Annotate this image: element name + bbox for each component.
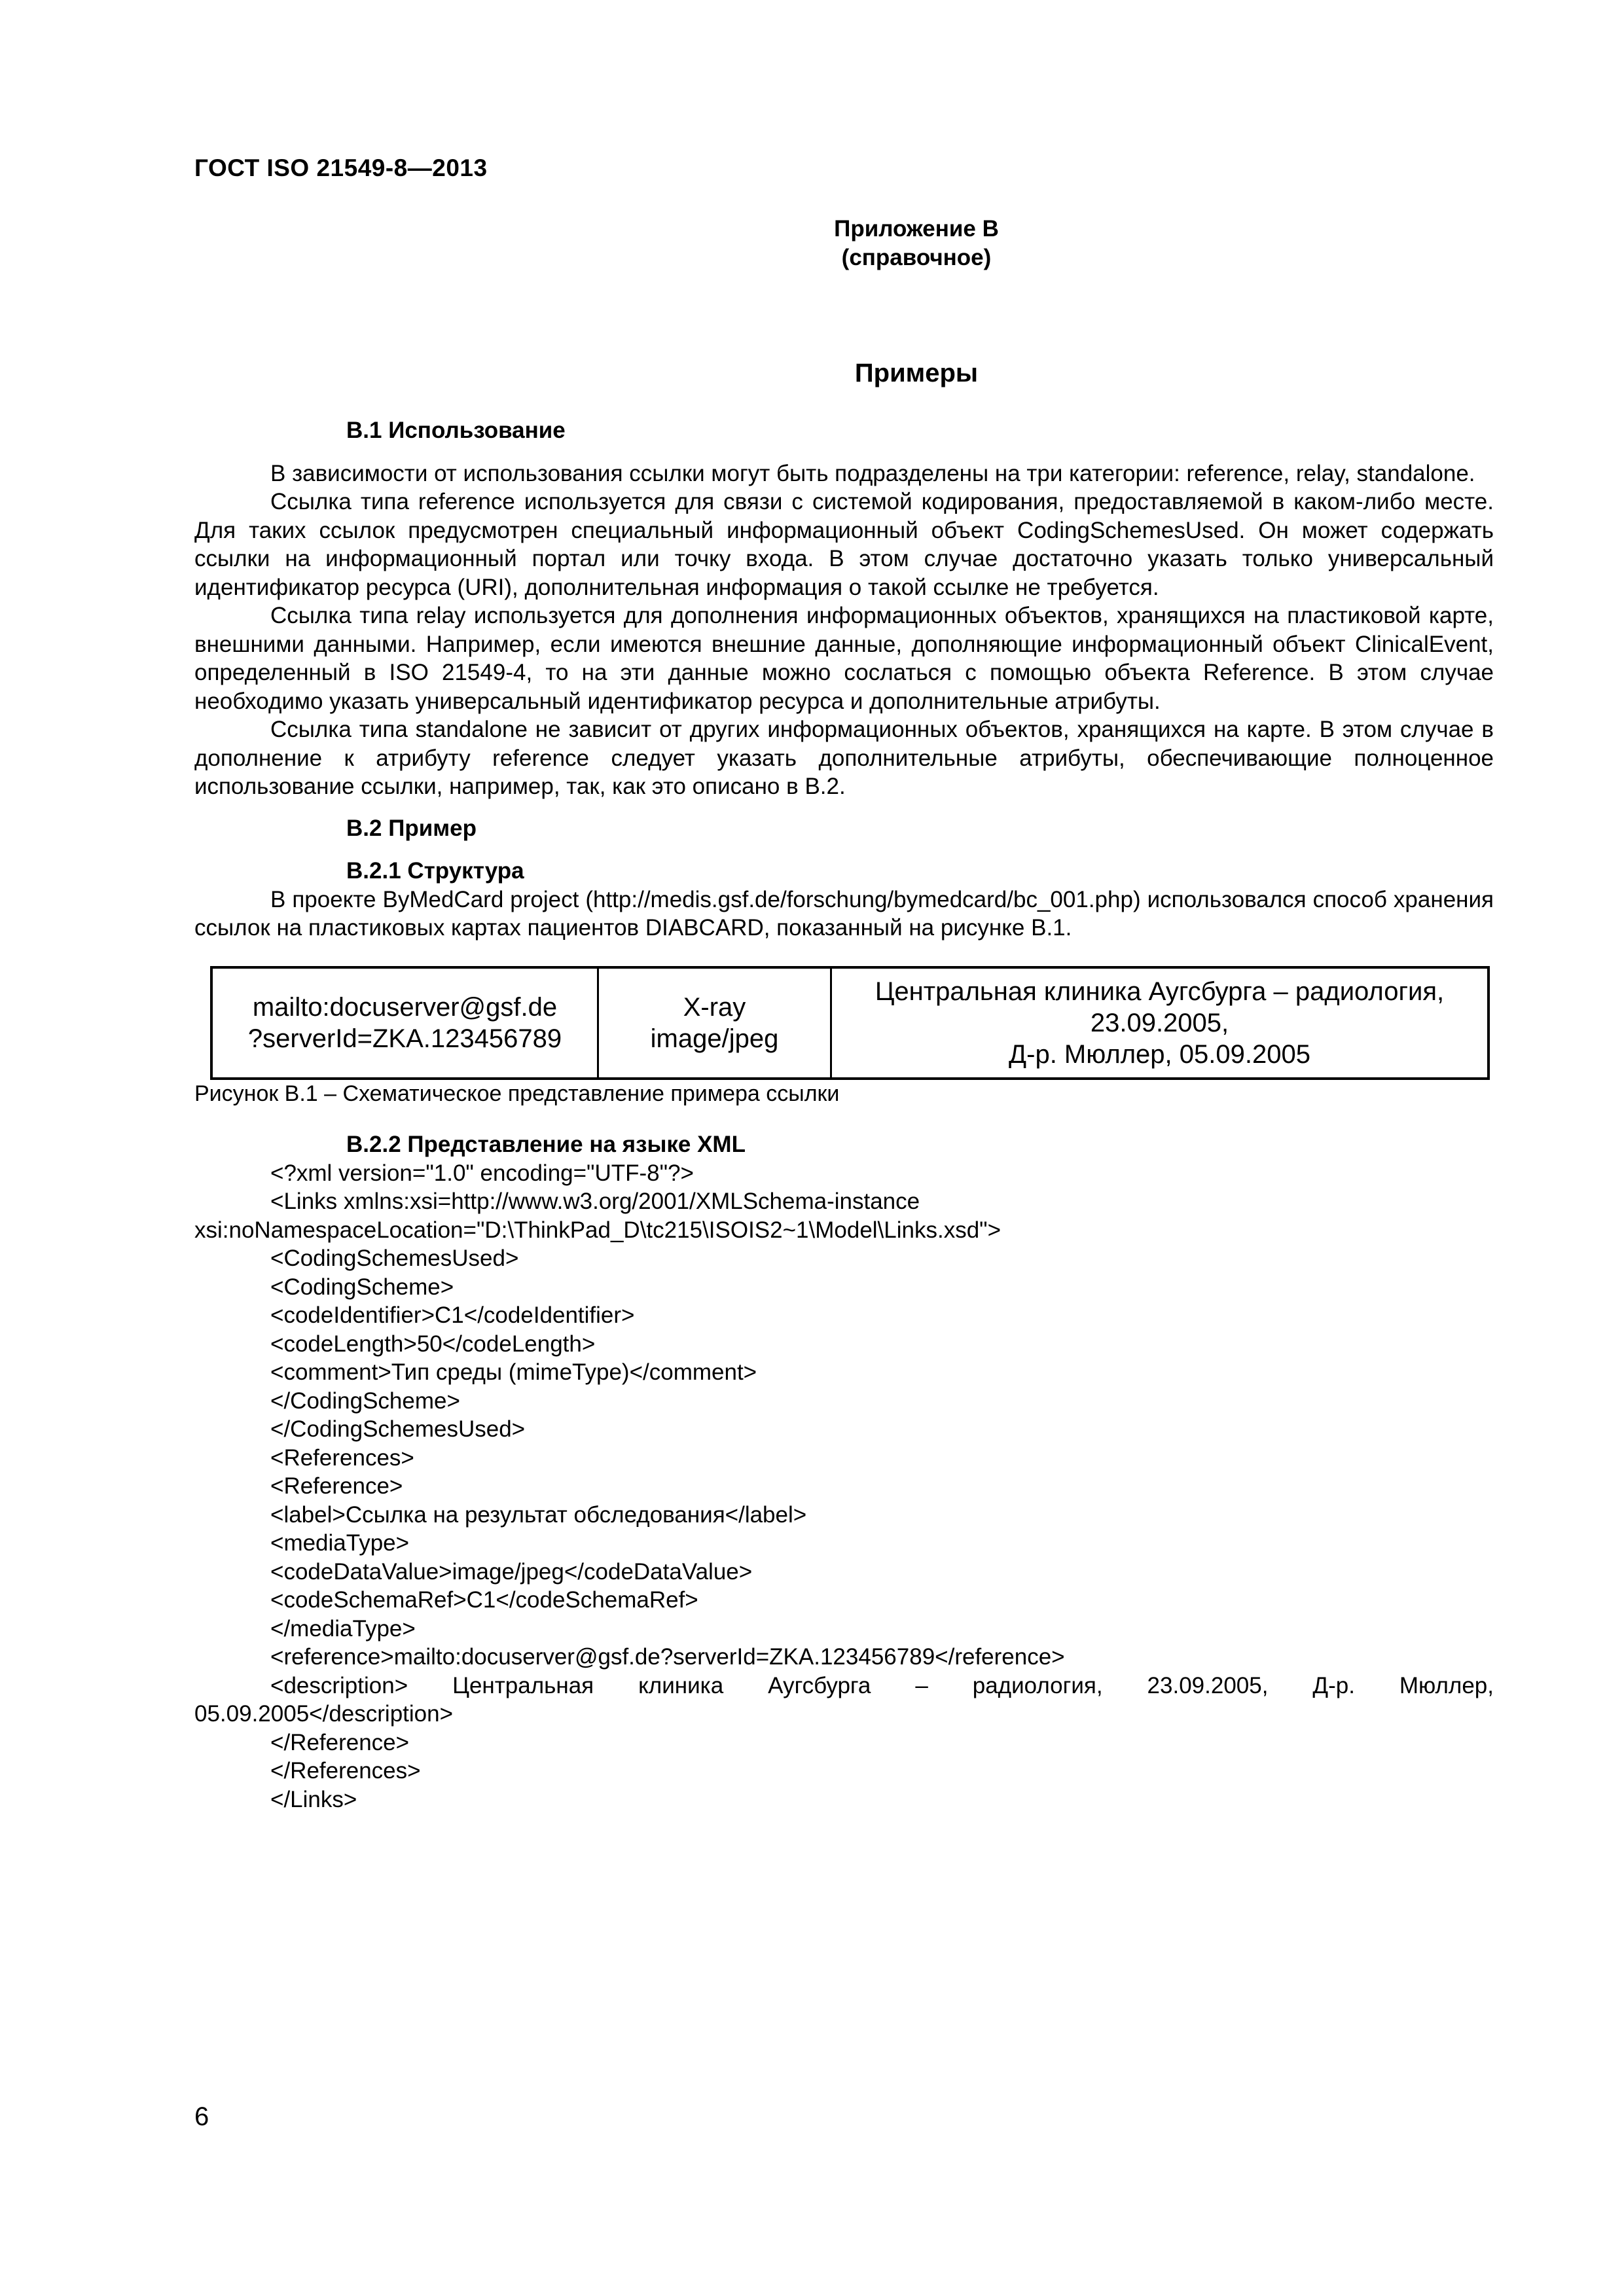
xml-line: xsi:noNamespaceLocation="D:\ThinkPad_D\tc215\ISOIS2~1\Model\Links.xsd">	[194, 1217, 1001, 1243]
xml-line: <codeLength>50</codeLength>	[270, 1331, 596, 1357]
xml-line: <reference>mailto:docuserver@gsf.de?serverId=ZKA.123456789</reference>	[270, 1644, 1065, 1670]
paragraph: Ссылка типа standalone не зависит от других информационных объектов, хранящихся на карте. В этом случае в дополнение к атрибуту reference следует указать дополнительные атрибуты, обеспечивающие полноценное использование ссылки, например, так, как это описано в В.2.	[194, 717, 1494, 799]
page-title: Примеры	[854, 359, 979, 387]
document-body	[194, 416, 1494, 1814]
xml-line: <References>	[270, 1444, 414, 1471]
figure-cell-description	[832, 969, 1487, 1077]
section-heading-b21: В.2.1 Структура	[346, 858, 524, 884]
xml-line: </CodingSchemesUsed>	[270, 1416, 526, 1442]
annex-title: Приложение В	[834, 216, 999, 242]
figure-cell-text: Центральная клиника Аугсбурга – радиология,	[875, 977, 1445, 1006]
xml-line: </Links>	[270, 1786, 357, 1812]
xml-line: <mediaType>	[270, 1530, 410, 1556]
paragraph: Ссылка типа reference используется для связи с системой кодирования, предоставляемой в каком-либо месте. Для таких ссылок предусмотрен специальный информационный объект CodingSchemesUsed. Он может содержать ссылки на информационный портал или точку входа. В этом случае достаточно указать только универсальный идентификатор ресурса (URI), дополнительная информация о такой ссылке не требуется.	[194, 489, 1494, 600]
xml-line: <comment>Тип среды (mimeType)</comment>	[270, 1359, 757, 1385]
figure-caption: Рисунок В.1 – Схематическое представление примера ссылки	[194, 1081, 840, 1106]
annex-label	[687, 215, 1146, 272]
xml-line: <CodingSchemesUsed>	[270, 1246, 519, 1271]
xml-line: <label>Ссылка на результат обследования</label>	[270, 1501, 807, 1528]
xml-line: </mediaType>	[270, 1615, 416, 1641]
xml-line: <Reference>	[270, 1473, 403, 1499]
xml-line: </CodingScheme>	[270, 1388, 460, 1414]
xml-line: <CodingScheme>	[270, 1274, 454, 1300]
figure-b1-diagram	[210, 966, 1490, 1080]
section-heading-b2: В.2 Пример	[346, 815, 477, 841]
figure-cell-text: Д-р. Мюллер, 05.09.2005	[1009, 1039, 1310, 1069]
xml-line: <description> Центральная клиника Аугсбурга – радиология, 23.09.2005, Д-р. Мюллер,	[270, 1672, 1494, 1698]
section-heading-b22: В.2.2 Представление на языке XML	[346, 1132, 746, 1157]
xml-line: <?xml version="1.0" encoding="UTF-8"?>	[270, 1160, 694, 1186]
section-heading-b1: В.1 Использование	[346, 418, 566, 443]
xml-line: 05.09.2005</description>	[194, 1701, 454, 1727]
paragraph: В зависимости от использования ссылки могут быть подразделены на три категории: reference, relay, standalone.	[270, 460, 1475, 486]
xml-line: <codeDataValue>image/jpeg</codeDataValue>	[270, 1558, 753, 1585]
figure-cell-text: ?serverId=ZKA.123456789	[247, 1024, 562, 1053]
paragraph: В проекте ByMedCard project (http://medis.gsf.de/forschung/bymedcard/bc_001.php) использовался способ хранения ссылок на пластиковых картах пациентов DIABCARD, показанный на рисунке В.1.	[194, 886, 1494, 941]
figure-cell-text: image/jpeg	[650, 1024, 779, 1053]
figure-cell-uri	[213, 969, 599, 1077]
xml-line: <codeIdentifier>C1</codeIdentifier>	[270, 1302, 635, 1328]
page-number: 6	[194, 2102, 209, 2131]
annex-type: (справочное)	[841, 245, 992, 270]
figure-cell-text: 23.09.2005,	[1090, 1008, 1229, 1037]
xml-line: </References>	[270, 1758, 421, 1784]
standard-id: ГОСТ ISO 21549-8—2013	[194, 154, 488, 181]
xml-line: <codeSchemaRef>C1</codeSchemaRef>	[270, 1587, 698, 1613]
xml-line: </Reference>	[270, 1729, 410, 1755]
xml-line: <Links xmlns:xsi=http://www.w3.org/2001/XMLSchema-instance	[270, 1189, 920, 1214]
paragraph: Ссылка типа relay используется для дополнения информационных объектов, хранящихся на пластиковой карте, внешними данными. Например, если имеются внешние данные, дополняющие информационный объект ClinicalEvent, определенный в ISO 21549-4, то на эти данные можно сослаться с помощью объекта Reference. В этом случае необходимо указать универсальный идентификатор ресурса и дополнительные атрибуты.	[194, 603, 1494, 714]
figure-cell-text: X-ray	[683, 992, 746, 1022]
figure-cell-text: mailto:docuserver@gsf.de	[252, 992, 558, 1022]
figure-cell-mediatype	[599, 969, 832, 1077]
